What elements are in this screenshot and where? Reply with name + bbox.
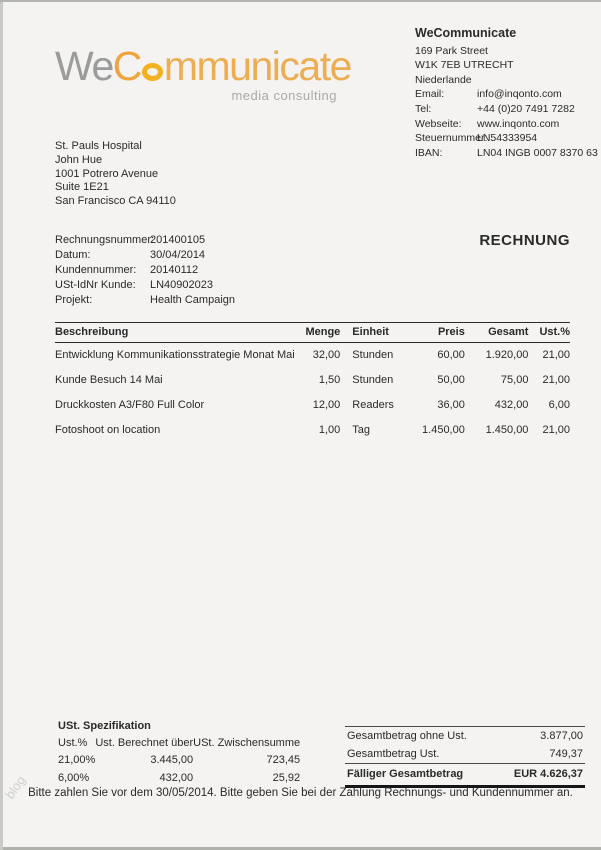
invoice-meta-label: Datum: (55, 249, 91, 261)
vat-cell: 432,00 (159, 772, 194, 784)
total-label: Gesamtbetrag ohne Ust. (347, 730, 467, 742)
company-detail-row (415, 102, 587, 117)
vat-column-header: USt. Zwischensumme (193, 737, 301, 749)
vat-spec-table (58, 735, 300, 787)
logo-c-text: C (112, 43, 141, 89)
vat-cell: 3.445,00 (150, 754, 194, 766)
document-title: RECHNUNG (479, 232, 570, 249)
company-name: WeCommunicate (415, 26, 517, 40)
invoice-meta-row (55, 248, 235, 263)
total-due-value: EUR 4.626,37 (513, 768, 583, 780)
recipient-line: Suite 1E21 (55, 181, 109, 194)
logo-we-text: We (55, 43, 113, 89)
items-cell: Kunde Besuch 14 Mai (55, 374, 163, 386)
table-row (55, 343, 570, 369)
company-detail-value: www.inqonto.com (477, 117, 560, 130)
company-detail-label: Webseite: (415, 117, 462, 130)
company-info-block (415, 26, 598, 160)
items-cell: 1.450,00 (485, 424, 529, 436)
vat-cell: 25,92 (272, 772, 301, 784)
vat-spec-title: USt. Spezifikation (58, 720, 151, 732)
items-cell: 12,00 (312, 399, 341, 411)
company-detail-value: info@inqonto.com (477, 88, 562, 101)
company-detail-row (415, 117, 587, 132)
items-cell: 432,00 (494, 399, 529, 411)
items-column-header: Preis (406, 323, 465, 343)
invoice-meta-block (55, 233, 235, 308)
items-cell: Druckkosten A3/F80 Full Color (55, 399, 205, 411)
vat-column-header: Ust. Berechnet über (95, 737, 194, 749)
vat-column-header: Ust.% (58, 737, 88, 749)
items-cell: Fotoshoot on location (55, 424, 161, 436)
items-cell: 21,00 (542, 349, 570, 361)
company-detail-value: LN04 INGB 0007 8370 63 (477, 146, 598, 159)
company-logo (55, 43, 351, 103)
logo-tagline: media consulting (231, 88, 337, 103)
invoice-meta-label: Rechnungsnummer: (55, 234, 155, 246)
items-cell: Stunden (352, 374, 394, 386)
company-detail-label: Tel: (415, 102, 432, 115)
company-detail-value: +44 (0)20 7491 7282 (477, 102, 575, 115)
payment-note: Bitte zahlen Sie vor dem 30/05/2014. Bitte geben Sie bei der Zahlung Rechnungs- und Kundennummer an. (28, 787, 573, 799)
items-cell: 32,00 (312, 349, 341, 361)
vat-cell: 6,00% (58, 772, 90, 784)
invoice-meta-value: 201400105 (150, 234, 206, 246)
items-column-header: Ust.% (528, 323, 570, 343)
company-detail-label: IBAN: (415, 146, 443, 159)
table-row (55, 393, 570, 418)
total-value: 3.877,00 (540, 730, 583, 742)
invoice-meta-label: Kundennummer: (55, 264, 137, 276)
watermark-text: blog (2, 772, 29, 802)
line-items-section (55, 322, 570, 443)
invoice-meta-label: Projekt: (55, 294, 93, 306)
vat-header-row (58, 735, 300, 751)
company-detail-label: Steuernummer: (415, 132, 488, 145)
company-detail-label: Email: (415, 88, 445, 101)
invoice-meta-value: LN40902023 (150, 279, 214, 291)
vat-row (58, 751, 300, 769)
total-label: Gesamtbetrag Ust. (347, 748, 440, 760)
total-row (345, 745, 585, 763)
items-column-header: Gesamt (465, 323, 529, 343)
invoice-meta-row (55, 263, 235, 278)
vat-spec-section (58, 720, 301, 787)
vat-cell: 723,45 (266, 754, 301, 766)
items-cell: 60,00 (437, 349, 465, 361)
table-row (55, 368, 570, 393)
total-row (345, 726, 585, 745)
company-contact-details (415, 87, 598, 160)
invoice-meta-value: 30/04/2014 (150, 249, 206, 261)
items-cell: 75,00 (500, 374, 529, 386)
items-cell: 1.450,00 (422, 424, 465, 436)
invoice-meta-value: Health Campaign (150, 294, 235, 306)
invoice-meta-label: USt-IdNr Kunde: (55, 279, 136, 291)
items-column-header: Beschreibung (55, 323, 295, 343)
items-cell: Stunden (352, 349, 394, 361)
speech-bubble-icon (142, 63, 163, 81)
items-cell: Tag (352, 424, 371, 436)
items-cell: 36,00 (437, 399, 465, 411)
logo-wordmark (55, 43, 351, 89)
items-cell: 6,00 (548, 399, 570, 411)
invoice-meta-row (55, 278, 235, 293)
company-detail-value: LN54333954 (477, 132, 538, 145)
vat-cell: 21,00% (58, 754, 96, 766)
items-cell: 1,00 (318, 424, 341, 436)
items-column-header: Einheit (340, 323, 405, 343)
table-row (55, 418, 570, 443)
company-detail-row (415, 146, 598, 161)
company-address-line: W1K 7EB UTRECHT (415, 59, 514, 72)
items-cell: 1.920,00 (485, 349, 529, 361)
totals-section (345, 726, 585, 788)
recipient-line: St. Pauls Hospital (55, 140, 142, 152)
line-items-table (55, 322, 570, 443)
invoice-meta-value: 20140112 (150, 264, 199, 276)
recipient-address-block (55, 140, 176, 209)
items-cell: 50,00 (437, 374, 465, 386)
invoice-meta-row (55, 233, 235, 248)
logo-rest-text: mmunicate (163, 43, 351, 89)
company-detail-row (415, 131, 587, 146)
total-due-label: Fälliger Gesamtbetrag (347, 768, 464, 780)
company-detail-row (415, 87, 587, 102)
items-cell: Readers (352, 399, 394, 411)
items-header-row (55, 323, 570, 343)
company-address-line: Niederlande (415, 73, 472, 86)
items-cell: 1,50 (318, 374, 341, 386)
recipient-line: 1001 Potrero Avenue (55, 167, 159, 180)
items-column-header: Menge (295, 323, 341, 343)
items-cell: 21,00 (542, 424, 570, 436)
total-value: 749,37 (549, 748, 583, 760)
company-address (415, 44, 587, 88)
invoice-meta-row (55, 293, 235, 308)
company-address-line: 169 Park Street (415, 44, 488, 57)
recipient-line: John Hue (55, 153, 103, 166)
items-cell: 21,00 (542, 374, 570, 386)
recipient-line: San Francisco CA 94110 (55, 195, 176, 208)
vat-row (58, 769, 300, 787)
items-cell: Entwicklung Kommunikationsstrategie Monat Mai (55, 349, 295, 361)
total-due-row (345, 763, 585, 788)
